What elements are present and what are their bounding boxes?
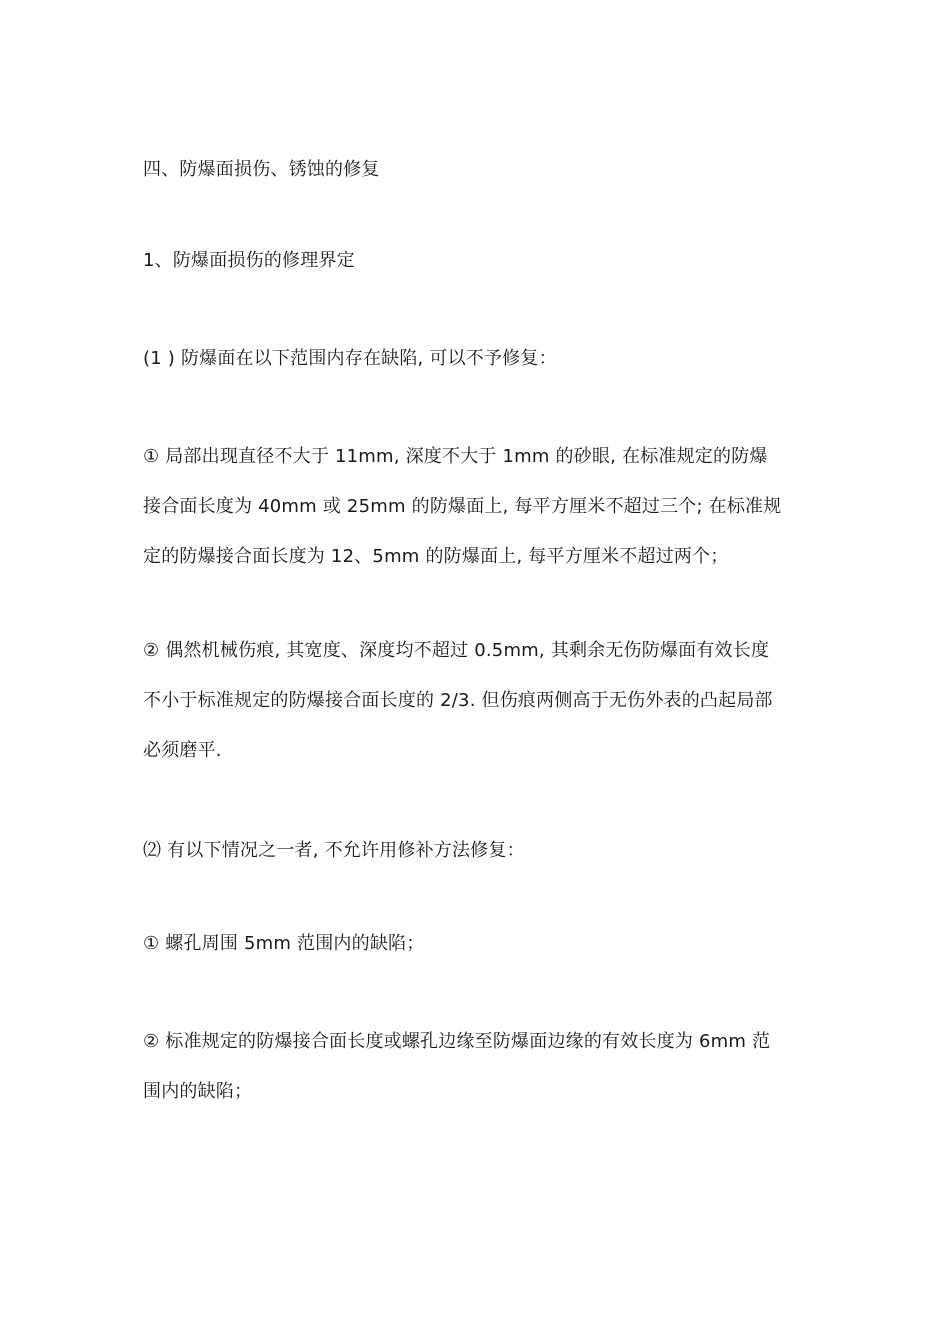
paragraph-line: 不小于标准规定的防爆接合面长度的 2/3. 但伤痕两侧高于无伤外表的凸起局部 [143,690,773,711]
paragraph-line: 必须磨平. [143,740,222,761]
paragraph-line: ① 局部出现直径不大于 11mm, 深度不大于 1mm 的砂眼, 在标准规定的防爆 [143,446,768,467]
paragraph-line: ② 标准规定的防爆接合面长度或螺孔边缘至防爆面边缘的有效长度为 6mm 范 [143,1031,771,1052]
paragraph-line: 接合面长度为 40mm 或 25mm 的防爆面上, 每平方厘米不超过三个; 在标准规 [143,496,782,517]
clause-2-title: ⑵ 有以下情况之一者, 不允许用修补方法修复： [143,840,525,861]
paragraph-line: ② 偶然机械伤痕, 其宽度、深度均不超过 0.5mm, 其剩余无伤防爆面有效长度 [143,640,770,661]
paragraph-line: 围内的缺陷； [143,1081,253,1102]
clause-1-title: (1 ) 防爆面在以下范围内存在缺陷, 可以不予修复： [143,348,557,369]
subsection-heading: 1、防爆面损伤的修理界定 [143,250,355,271]
paragraph-line: 定的防爆接合面长度为 12、5mm 的防爆面上, 每平方厘米不超过两个； [143,546,729,567]
paragraph-line: ① 螺孔周围 5mm 范围内的缺陷； [143,933,425,954]
section-heading: 四、防爆面损伤、锈蚀的修复 [143,159,380,180]
